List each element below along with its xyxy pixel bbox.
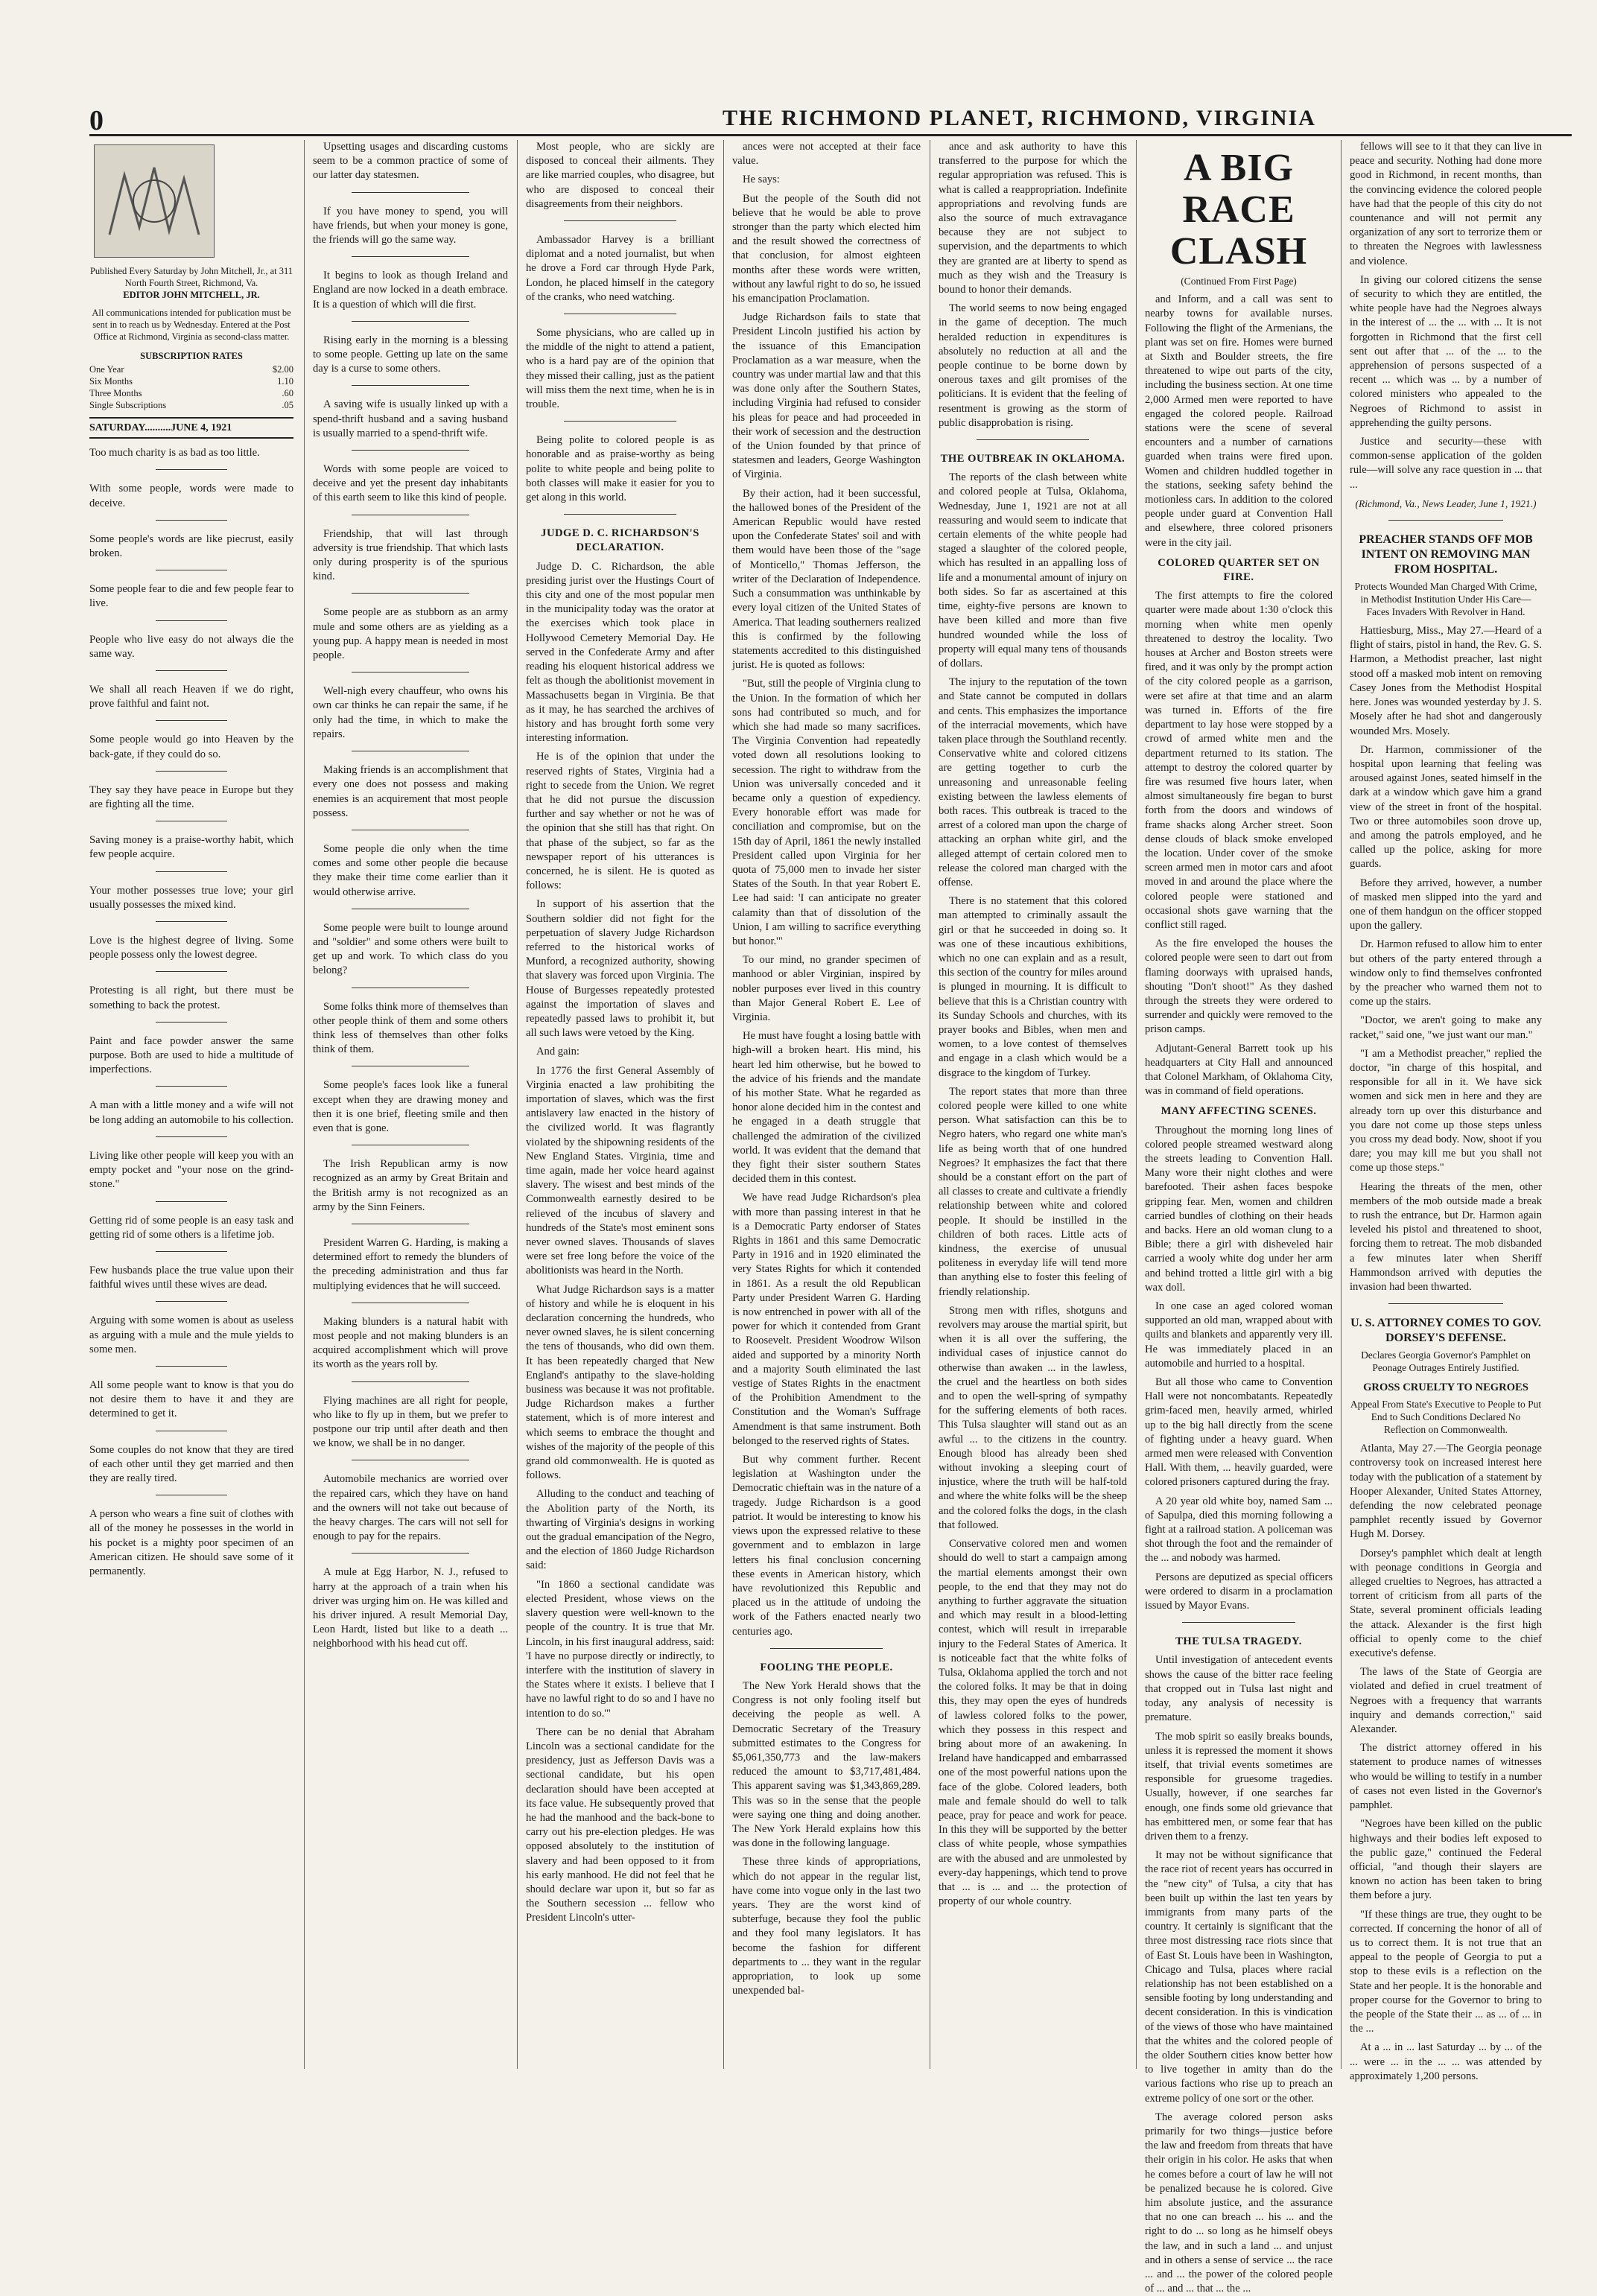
- rate-value: .60: [282, 388, 293, 398]
- article-headline: FOOLING THE PEOPLE.: [760, 1661, 893, 1673]
- editorial-item: Some couples do not know that they are tired of each other until they get married and then they are really tired.: [89, 1443, 293, 1484]
- article-deck: Declares Georgia Governor's Pamphlet on Peonage Outrages Entirely Justified.: [1361, 1349, 1531, 1374]
- article-paragraph: But why comment further. Recent legislation at Washington under the Democratic chieftain was in the nature of a tragedy. Judge Richardson is a good patriot. It would be interesting to know his views upon the expressed relative to these government and to emblazon in large letters his final conclusion concerning these events in American history, which have revolutionized this Republic and placed us in the attitude of undoing the work of the Fathers enacted nearly two centuries ago.: [732, 1454, 921, 1638]
- editorial-item: With some people, words were made to deceive.: [89, 483, 293, 509]
- article-paragraph: The world seems to now being engaged in the game of deception. The much heralded reduction in expenditures is absolutely no reduction at all and the people continue to be borne down by onerous taxes and gilt promises of the politicians. It is evident that the feeling of resentment is growing as the storm of public disapprobation is rising.: [939, 302, 1127, 429]
- article-paragraph: "But, still the people of Virginia clung to the Union. In the formation of which her sons had contributed so much, and for which she had made so many sacrifices. The Virginia Convention had repeatedly voted down all resolutions looking to secession. The right to withdraw from the Union was universally conceded and it became only a question of expediency. Every honorable effort was made for conciliation and compromise, but on the 15th day of April, 1861 the newly installed President called upon Virginia for her quota of 75,000 men to invade her sister States of the South. In that year Robert E. Lee had said: 'I can anticipate no greater calamity than that of dissolution of the Union, I am willing to sacrifice everything but honor.'": [732, 678, 921, 947]
- article-paragraph: Strong men with rifles, shotguns and revolvers may arouse the martial spirit, but when it is all over the suffering, the individual cases of injustice cannot do otherwise than awaken ... in the lawless, the cruel and the heartless on both sides and to open the well-spring of sympathy for the suffering elements of both races. This Tulsa slaughter will stand out as an awful ... to the citizens in the country. Enough blood has already been shed without invoking a sleeping court of injustice, where the truth will be half-told and where the white folks will be the sheep and the colored folks the dogs, in the clash that followed.: [939, 1304, 1127, 1531]
- editorial-item: If you have money to spend, you will have friends, but when your money is gone, the friends will go the same way.: [313, 205, 508, 247]
- editorial-item: Some people would go into Heaven by the back-gate, if they could do so.: [89, 734, 293, 760]
- article-paragraph: Throughout the morning long lines of colored people streamed westward along the streets leading to Convention Hall. Many wore their night clothes and were barefooted. Their ashen faces bespoke gripping fear. Men, women and children carried bundles of clothing on their heads and backs. Here an old woman clung to a Bible; there a girl with disheveled hair carried a wooly white dog under her arm and behind trotted a little girl with a big wax doll.: [1145, 1124, 1333, 1294]
- article-paragraph: But the people of the South did not believe that he would be able to prove stronger than the party which elected him and the result showed the correctness of that conclusion, for almost eighteen months after these words were written, without any lawful right to do so, he issued his emancipation Proclamation.: [732, 192, 921, 305]
- editorial-item: Making blunders is a natural habit with most people and not making blunders is an acquired accomplishment which will prove its worth as the years roll by.: [313, 1315, 508, 1371]
- editorial-item: Upsetting usages and discarding customs seem to be a common practice of some of our latter day statesmen.: [313, 141, 508, 182]
- article-paragraph: Until investigation of antecedent events shows the cause of the bitter race feeling that cropped out in Tulsa last night and today, any analysis of necessity is premature.: [1145, 1654, 1333, 1724]
- editorial-item: Well-nigh every chauffeur, who owns his own car thinks he can repair the same, if he only had the time, in which to make the repairs.: [313, 685, 508, 740]
- article-paragraph: In giving our colored citizens the sense of security to which they are entitled, the white people have had the Negroes always in the interest of ... the ... with ... It is not forgotten in Richmond that the first cell sent out after that ... of the ... to the apprehension of persons suspected of a recent ... which was ... by a number of colored ministers who appealed to the Negroes of Richmond to assist in apprehending the guilty persons.: [1350, 273, 1542, 429]
- column-6: [1145, 140, 1333, 2295]
- article-paragraph: The report states that more than three colored people were killed to one white person. What satisfaction can this be to Negro haters, who regard one white man's life as being worth that of one hundred Negroes? It emphasizes the fact that there should be a constant effort on the part of all classes to create and cultivate a friendly relationship between white and colored people. It should be instilled in the children of both races. Little acts of kindness, the exercise of unusual politeness in everyday life will tend more than anything else to foster this feeling of friendly relationship.: [939, 1085, 1127, 1298]
- editorial-item: Being polite to colored people is as honorable and as praise-worthy as being polite to white people and being polite to both classes will make it easier for you to get along in this world.: [526, 434, 714, 504]
- article-paragraph: Judge Richardson fails to state that President Lincoln justified his action by the issuance of this Emancipation Proclamation as a war measure, when the country was under martial law and that this was done only after the Southern States, including Virginia had refused to consider his pleas for peace and had proceeded in their work of secession and the destruction of the Union founded by that prince of statesmen and leaders, George Washington of Virginia.: [732, 311, 921, 481]
- column-rule: [1136, 140, 1137, 2069]
- rate-label: Single Subscriptions: [89, 400, 167, 410]
- publisher-line: Published Every Saturday by John Mitchell, Jr., at 311 North Fourth Street, Richmond, Va.: [89, 266, 293, 288]
- column-rule: [517, 140, 518, 2069]
- article-paragraph: "Negroes have been killed on the public highways and their bodies left exposed to the public gaze," continued the Federal official, "and though their slayers are known no action has been taken to bring them before a jury.: [1350, 1818, 1542, 1902]
- article-paragraph: fellows will see to it that they can live in peace and security. Nothing had done more good in Richmond, in recent months, than the convincing evidence the colored people have had that the people of this city do not countenance and will not permit any organization of any sort to terrorize them or to threaten the Negroes with lawlessness and violence.: [1350, 141, 1542, 267]
- editorial-item: All some people want to know is that you do not desire them to have it and they are determined to get it.: [89, 1378, 293, 1420]
- rate-label: One Year: [89, 364, 124, 375]
- rates-heading: SUBSCRIPTION RATES: [140, 351, 243, 361]
- column-5: [939, 140, 1127, 2069]
- editorial-item: Love is the highest degree of living. Some people possess only the lowest degree.: [89, 935, 293, 961]
- editorial-item: Flying machines are all right for people, who like to fly up in them, but we prefer to postpone our trip until after death and then we know, we shall be in no danger.: [313, 1394, 508, 1450]
- editorial-item: Some people's words are like piecrust, easily broken.: [89, 532, 293, 560]
- continued-note: (Continued From First Page): [1181, 276, 1297, 287]
- editorial-item: Too much charity is as bad as too little.: [89, 447, 260, 459]
- source-credit: (Richmond, Va., News Leader, June 1, 1921.): [1355, 497, 1537, 509]
- rate-value: .05: [282, 400, 293, 410]
- article-paragraph: There is no statement that this colored man attempted to criminally assault the girl or that he succeeded in doing so. It was one of these incautious exhibitions, which no one can explain and as a result, this section of the country for miles around is plunged in mourning. It is difficult to believe that this is a Christian country with its Sunday Schools and churches, with its prayer books and Bibles, when men and women, to a love contest of themselves and engage in a clash which would be a disgrace to the kingdom of Turkey.: [939, 895, 1127, 1079]
- article-paragraph: A 20 year old white boy, named Sam ... of Sapulpa, died this morning following a fight at a railroad station. A policeman was shot through the foot and the remainder of the ... and nobody was harmed.: [1145, 1495, 1333, 1565]
- editorial-item: Friendship, that will last through adversity is true friendship. That which lasts only during prosperity is of the spurious kind.: [313, 527, 508, 583]
- editorial-item: It begins to look as though Ireland and England are now locked in a death embrace. It is a question of which will die first.: [313, 270, 508, 311]
- editorial-item: Arguing with some women is about as useless as arguing with a mule and the mule yields to some men.: [89, 1314, 293, 1355]
- article-paragraph: He must have fought a losing battle with high-will a broken heart. His mind, his heart led him otherwise, but he bowed to the advice of his friends and the mandate of his mother State. What he regarded as honor alone decided him in the contest and he engaged in a death struggle that challenged the admiration of the civilized world. It was evident that the demand that they fight their sister southern States decided them in this contest.: [732, 1030, 921, 1186]
- article-subhead: MANY AFFECTING SCENES.: [1161, 1105, 1317, 1118]
- editorial-item: Rising early in the morning is a blessing to some people. Getting up late on the same day is a curse to some others.: [313, 334, 508, 375]
- editor-line: EDITOR JOHN MITCHELL, JR.: [123, 290, 260, 300]
- article-paragraph: Persons are deputized as special officers were ordered to disarm in a proclamation issued by Mayor Evans.: [1145, 1571, 1333, 1612]
- article-paragraph: In support of his assertion that the Southern soldier did not fight for the perpetuation of slavery Judge Richardson referred to the historical works of Munford, a recognized authority, showing that slavery was forced upon Virginia. The House of Burgesses repeatedly protested against the importation of slaves and repeatedly passed laws to prohibit it, but all such laws were vetoed by the King.: [526, 898, 714, 1040]
- planet-logo-image: [94, 144, 215, 258]
- article-paragraph: It may not be without significance that the race riot of recent years has occurred in the "new city" of Tulsa, a city that has been built up within the last ten years by immigrants from many parts of the country. It certainly is significant that the three most distressing race riots since that of East St. Louis have been in Washington, Chicago and Tulsa, places where racial relationship has not been established on a sensible footing by long understanding and decent consideration. In this is vindication of the views of those who have maintained that the whites and the colored people of the older Southern cities know better how to live together in amity than do the various factions who rise up to preach an extreme policy of one sort or the other.: [1145, 1849, 1333, 2105]
- column-4: [732, 140, 921, 2069]
- article-paragraph: Judge D. C. Richardson, the able presiding jurist over the Hustings Court of this city and one of the most popular men in the municipality today was the orator at the exercises which took place in Hollywood Cemetery Memorial Day. He served in the Confederate Army and after reading his eloquent historical address we felt as though the abolitionist movement in Massachusetts began in Virginia. Be that as it may, he has searched the archives of history and has brought forth some very interesting information.: [526, 560, 714, 745]
- newspaper-title: THE RICHMOND PLANET, RICHMOND, VIRGINIA: [723, 106, 1316, 130]
- article-paragraph: Hearing the threats of the men, other members of the mob outside made a break to rush the entrance, but Dr. Harmon again leveled his pistol and threatened to shoot, forcing them to retreat. The mob disbanded a few minutes later when Sheriff Hammondson arrived with deputies the invasion had been thwarted.: [1350, 1180, 1542, 1294]
- article-paragraph: The reports of the clash between white and colored people at Tulsa, Oklahoma, Wednesday, June 1, 1921 are not at all reassuring and would seem to indicate that certain elements of the white people had staged a slaughter of the colored people, which has resulted in an appalling loss of life and a monumental amount of injury on both sides. So far as ascertained at this time, eighty-five persons are known to have been killed and more than five hundred wounded while the loss of property will equal many tens of thousands of dollars.: [939, 471, 1127, 670]
- article-paragraph: And gain:: [536, 1046, 580, 1058]
- article-paragraph: As the fire enveloped the houses the colored people were seen to dart out from flaming doorways with upraised hands, shouting "Don't shoot!" As they dashed through the streets they were ordered to surrender and quickly were removed to the prison camps.: [1145, 938, 1333, 1036]
- article-paragraph: He says:: [743, 174, 780, 186]
- editorial-item: Some people were built to lounge around and "soldier" and some others were built to get up and work. To which class do you belong?: [313, 921, 508, 977]
- article-headline: THE TULSA TRAGEDY.: [1175, 1635, 1302, 1648]
- editorial-item: Some people die only when the time comes and some other people die because they make their time come earlier than it would otherwise arrive.: [313, 842, 508, 898]
- editorial-item: They say they have peace in Europe but they are fighting all the time.: [89, 783, 293, 811]
- article-paragraph: In one case an aged colored woman supported an old man, wrapped about with quilts and blankets and apparently very ill. He was immediately placed in an automobile and hurried to a hospital.: [1145, 1300, 1333, 1370]
- editorial-item: Some people fear to die and few people fear to live.: [89, 583, 293, 610]
- rate-label: Three Months: [89, 388, 142, 398]
- article-paragraph: Justice and security—these with common-sense application of the golden rule—will solve any race question in ... that ...: [1350, 436, 1542, 491]
- article-headline: PREACHER STANDS OFF MOB INTENT ON REMOVING MAN FROM HOSPITAL.: [1359, 533, 1533, 576]
- editorial-item: People who live easy do not always die the same way.: [89, 633, 293, 660]
- article-paragraph: In 1776 the first General Assembly of Virginia enacted a law prohibiting the importation of slaves, which was the first antislavery law enacted in the history of the civilized world. It was flagrantly violated by the shipowning residents of the New England States. Virginia, time and time again, made her voice heard against slavery. The wisest and best minds of the Commonwealth earnestly desired to be relieved of the incubus of slavery and hundreds of the State's most eminent sons never owned slaves. Thousands of slaves were set free long before the voice of the abolitionists was heard in the North.: [526, 1064, 714, 1277]
- editorial-item: Paint and face powder answer the same purpose. Both are used to hide a multitude of imperfections.: [89, 1034, 293, 1076]
- article-deck: Appeal From State's Executive to People to Put End to Such Conditions Declared No Reflection on Commonwealth.: [1350, 1399, 1542, 1436]
- rate-value: $2.00: [272, 364, 293, 375]
- article-headline: THE OUTBREAK IN OKLAHOMA.: [940, 453, 1125, 465]
- masthead: [89, 104, 1572, 136]
- editorial-item: The Irish Republican army is now recognized as an army by Great Britain and the British army is not recognized as an army by the Sinn Feiners.: [313, 1158, 508, 1213]
- article-paragraph: At a ... in ... last Saturday ... by ... of the ... were ... in the ... ... was attended by approximately 1,200 persons.: [1350, 2041, 1542, 2082]
- article-paragraph: There can be no denial that Abraham Lincoln was a sectional candidate for the presidency, just as Jefferson Davis was a sectional candidate, but his open declaration should have been accepted at its face value. He subsequently proved that he had the manhood and the back-bone to carry out his pre-election pledges. He was opposed absolutely to the institution of slavery and had been opposed to it from his early manhood. He did not feel that he should declare war upon it, but so far as the Southern secession ... fellow who President Lincoln's utter-: [526, 1726, 714, 1924]
- article-paragraph: "I am a Methodist preacher," replied the doctor, "in charge of this hospital, and responsible for all in it. We have sick women and sick men in here and they are already torn up over this disturbance and you dare not come up those steps unless you cross my dead body. Now, shoot if you dare; you may kill me but you shall not come up those steps.": [1350, 1047, 1542, 1174]
- editorial-item: Automobile mechanics are worried over the repaired cars, which they have on hand and the owners will not take out because of the heavy charges. The cars will not sell for enough to pay for the repairs.: [313, 1473, 508, 1543]
- dateline: SATURDAY..........JUNE 4, 1921: [89, 417, 293, 439]
- article-deck: Protects Wounded Man Charged With Crime, in Methodist Institution Under His Care—Faces Invaders With Revolver in Hand.: [1354, 581, 1537, 618]
- column-rule: [723, 140, 724, 2069]
- article-paragraph: The average colored person asks primarily for two things—justice before the law and freedom from threats that have their origin in his color. He asks that when he comes before a court of law he will not be penalized because he is colored. Give him absolute justice, and the assurance that no one can breach ... his ... and the right to do ... so long as he himself obeys the law, and in such a land ... and unjust and in others a sense of service ... the race ... and ... the power of the colored people of ... and ... that ... the ...: [1145, 2111, 1333, 2295]
- article-paragraph: But all those who came to Convention Hall were not noncombatants. Repeatedly grim-faced men, heavily armed, whirled up to the big hall directly from the scene of fighting under a heavy guard. When armed men were released with Convention Hall. With them, ... heavily guarded, were colored prisoners captured during the fray.: [1145, 1376, 1333, 1489]
- article-paragraph: "In 1860 a sectional candidate was elected President, whose views on the slavery question were well-known to the people of the country. It is true that Mr. Lincoln, in his first inaugural address, said: 'I have no purpose directly or indirectly, to interfere with the institution of slavery in the States where it exists. I believe that I have no lawful right to do so and I have no intention to do so.'": [526, 1578, 714, 1720]
- column-2: [313, 140, 508, 2069]
- article-headline: U. S. ATTORNEY COMES TO GOV. DORSEY'S DEFENSE.: [1350, 1317, 1541, 1345]
- article-paragraph: The New York Herald shows that the Congress is not only fooling itself but deceiving the people as well. A Democratic Secretary of the Treasury submitted estimates to the Congress for $5,061,350,773 and the law-makers reduced the amount to $3,717,481,484. This apparent saving was $1,343,869,289. This was so in the sense that the people were saying one thing and doing another. The New York Herald explains how this was done in the following language.: [732, 1679, 921, 1850]
- article-subhead: GROSS CRUELTY TO NEGROES: [1363, 1381, 1528, 1394]
- column-rule: [1341, 140, 1342, 2069]
- column-7: [1350, 140, 1542, 2082]
- article-paragraph: He is of the opinion that under the reserved rights of States, Virginia had a right to secede from the Union. We regret that he did not pursue the discussion further and say whether or not he was of the opinion that she still has that right. On that phase of the subject, so far as the newspaper report of his utterances is concerned, he is silent. He is quoted as follows:: [526, 751, 714, 892]
- column-3: [526, 140, 714, 2069]
- column-1: [89, 140, 293, 2069]
- article-paragraph: Hattiesburg, Miss., May 27.—Heard of a flight of stairs, pistol in hand, the Rev. G. S. Harmon, a Methodist preacher, last night stood off a masked mob intent on removing Casey Jones from the Methodist Hospital here. Jones was wounded yesterday by J. S. Mosely after he had shot and dangerously wounded Mrs. Mosely.: [1350, 625, 1542, 737]
- article-paragraph: Atlanta, May 27.—The Georgia peonage controversy took on increased interest here today with the publication of a statement by Hooper Alexander, United States Attorney, defending the now celebrated peonage pamphlet recently issued by Governor Hugh M. Dorsey.: [1350, 1443, 1542, 1541]
- editorial-item: Protesting is all right, but there must be something to back the protest.: [89, 985, 293, 1011]
- article-paragraph: ance and ask authority to have this transferred to the purpose for which the regular appropriation was refused. This is what is called a reappropriation. Indefinite appropriations and revolving funds are also the source of much extravagance because they are not subject to supervision, and the departments to which they are granted are at liberty to spend as much as they wish and the Treasury is bound to honor their demands.: [939, 141, 1127, 296]
- editorial-item: Some people are as stubborn as an army mule and some others are as yielding as a young pup. A happy mean is needed in most people.: [313, 606, 508, 662]
- article-paragraph: Dr. Harmon refused to allow him to enter but others of the party entered through a window only to find themselves confronted by the preacher who warned them not to come up the stairs.: [1350, 938, 1542, 1008]
- editorial-item: Saving money is a praise-worthy habit, which few people acquire.: [89, 834, 293, 861]
- article-paragraph: Alluding to the conduct and teaching of the Abolition party of the North, its thwarting of Virginia's designs in working out the gradual emancipation of the Negro, and the election of 1860 Judge Richardson said:: [526, 1488, 714, 1572]
- editorial-item: Getting rid of some people is an easy task and getting rid of some others is a lifetime job.: [89, 1214, 293, 1241]
- editorial-item: A person who wears a fine suit of clothes with all of the money he possesses in the world in his pocket is a mighty poor specimen of an American citizen. He should save some of it permanently.: [89, 1508, 293, 1577]
- article-paragraph: By their action, had it been successful, the hallowed bones of the President of the American Republic would have rested upon the Confederate States' soil and with them would have been those of the "sage of Monticello," Thomas Jefferson, the writer of the Declaration of Independence. Such a consummation was unthinkable by every loyal citizen of the United States of America. That leading southerners realized this is confirmed by the following statements accredited to this distinguished jurist. He is quoted as follows:: [732, 487, 921, 672]
- article-paragraph: Conservative colored men and women should do well to start a campaign among the martial elements amongst their own people, to the end that they may not do anything to further aggravate the situation and which may result in a blood-letting contest, which will result in irreparable injury to the Federal States of America. It is noticeable fact that the white folks of Tulsa, Oklahoma applied the torch and not the colored folks. It may be that in doing this, they may open the eyes of hundreds of lawless colored folks to the power, which they possess in this respect and bring about more of an awakening. In Ireland have handicapped and embarrassed one of the most powerful nations upon the face of the globe. Colored leaders, both male and female should do well to talk peace, pray for peace and work for peace. In this they will be supported by the better class of white people, whose sympathies are with the abused and are unmolested by every-day happenings, which tend to prove that ... is ... and ... the protection of property of our whole country.: [939, 1538, 1127, 1908]
- editorial-item: Some folks think more of themselves than other people think of them and some others think less of themselves than other folks think of them.: [313, 1000, 508, 1056]
- editorial-item: Your mother possesses true love; your girl usually possesses the mixed kind.: [89, 884, 293, 911]
- page-number: 0: [89, 105, 104, 136]
- article-paragraph: Dorsey's pamphlet which dealt at length with peonage conditions in Georgia and alleged cruelties to Negroes, has attracted a torrent of criticism from all parts of the State, several prominent officials leading the attack. Alexander is the first high official to openly come to the chief executive's defense.: [1350, 1547, 1542, 1660]
- rate-value: 1.10: [277, 376, 293, 387]
- editorial-item: Living like other people will keep you with an empty pocket and "your nose on the grind-stone.": [89, 1149, 293, 1191]
- article-paragraph: To our mind, no grander specimen of manhood or abler Virginian, inspired by nobler purposes ever lived in this country than Major General Robert E. Lee of Virginia.: [732, 954, 921, 1023]
- subscription-rates: [89, 350, 293, 411]
- editorial-item: Words with some people are voiced to deceive and yet the present day inhabitants of this earth seem to like this kind of people.: [313, 463, 508, 504]
- article-paragraph: The mob spirit so easily breaks bounds, unless it is repressed the moment it shows itself, that trivial events sometimes are responsible for gruesome tragedies. Usually, however, if one searches far enough, one finds some old grievance that has embittered men, or some fear that has driven them to a frenzy.: [1145, 1730, 1333, 1842]
- article-paragraph: Before they arrived, however, a number of masked men slipped into the yard and one of them handgun on the officer stopped upon the gallery.: [1350, 877, 1542, 932]
- article-paragraph: The injury to the reputation of the town and State cannot be computed in dollars and cents. This emphasizes the importance of the interracial movements, which have taken place through the Southland recently. Conservative white and colored citizens are getting together to curb the unreasoning and unreasonable feeling existing between the lawless elements of both races. This outbreak is traced to the arrest of a colored man upon the charge of attacking an orphan white girl, and the alleged attempt of certain colored men to release the colored man charged with the offense.: [939, 676, 1127, 888]
- editorial-item: Most people, who are sickly are disposed to conceal their ailments. They are like married couples, who disagree, but who are disposed to conceal their disagreements from their neighbors.: [526, 141, 714, 210]
- article-paragraph: These three kinds of appropriations, which do not appear in the regular list, have come into vogue only in the last two years. They are the worst kind of subterfuge, because they fool the public and they fool many legislators. It has become the fashion for different departments to ... they want in the regular appropriation, to look up some unexpended bal-: [732, 1856, 921, 1997]
- editorial-item: Ambassador Harvey is a brilliant diplomat and a noted journalist, but when he drove a Ford car through Hyde Park, London, he placed himself in the category of the cranks, who need watching.: [526, 234, 714, 303]
- column-rule: [304, 140, 305, 2069]
- article-paragraph: Dr. Harmon, commissioner of the hospital upon learning that feeling was aroused against Jones, seated himself in the dark at a window which gave him a grand view of the street in front of the hospital. Two or three automobiles soon drove up, and among the patrols employed, and he called up the police, asking for more guards.: [1350, 743, 1542, 871]
- editorial-item: A saving wife is usually linked up with a spend-thrift husband and a saving husband is usually married to a spend-thrift wife.: [313, 398, 508, 439]
- editorial-item: A mule at Egg Harbor, N. J., refused to harry at the approach of a train when his driver was urging him on. He was killed and his driver injured. A result Memorial Day, Leon Hardt, listed but like to a death ... neighborhood with his head cut off.: [313, 1566, 508, 1650]
- editorial-item: We shall all reach Heaven if we do right, prove faithful and faint not.: [89, 684, 293, 710]
- article-paragraph: The laws of the State of Georgia are violated and defied in cruel treatment of Negroes with a frequency that warrants inquiry and demands correction," said Alexander.: [1350, 1666, 1542, 1736]
- article-paragraph: "If these things are true, they ought to be corrected. If concerning the honor of all of us to correct them. It is not true that an appeal to the people of Georgia to put a stop to these evils is a reflection on the State and her people. It is the honorable and proper course for the Governor to bring to the people of the State their ... as ... of ... in the ...: [1350, 1908, 1542, 2035]
- article-paragraph: Adjutant-General Barrett took up his headquarters at City Hall and announced that Colonel Markham, of Oklahoma City, was in command of field operations.: [1145, 1042, 1333, 1098]
- editorial-list: [89, 446, 293, 1579]
- submission-notice: All communications intended for publication must be sent in to reach us by Wednesday. Entered at the Post Office at Richmond, Virginia as second-class matter.: [92, 308, 291, 342]
- editorial-item: Some people's faces look like a funeral except when they are drawing money and then it is one brief, fleeting smile and then even that is gone.: [313, 1079, 508, 1134]
- article-paragraph: "Doctor, we aren't going to make any racket," said one, "we just want our man.": [1350, 1014, 1542, 1041]
- main-headline: A BIG RACE CLASH: [1169, 147, 1308, 273]
- article-headline: JUDGE D. C. RICHARDSON'S DECLARATION.: [541, 527, 699, 554]
- rate-label: Six Months: [89, 376, 133, 387]
- article-paragraph: What Judge Richardson says is a matter of history and while he is eloquent in his declaration concerning the hundreds, who never owned slaves, he is silent concerning the tens of thousands, who did own them. It has been repeatedly charged that New England's antipathy to the slave-holding business was because it was not profitable. Judge Richardson makes a further statement, which is of more interest and which seems to embrace the thought and wishes of the majority of the people of this grand old commonwealth. He is quoted as follows.: [526, 1283, 714, 1482]
- article-subhead: COLORED QUARTER SET ON FIRE.: [1158, 556, 1320, 584]
- editorial-item: President Warren G. Harding, is making a determined effort to remedy the blunders of the preceding administration and thus far multiplying evidences that he will succeed.: [313, 1236, 508, 1292]
- editorial-item: Making friends is an accomplishment that every one does not possess and making enemies is an acquirement that most people possess.: [313, 764, 508, 819]
- article-paragraph: The district attorney offered in his statement to produce names of witnesses who would be willing to testify in a number of cases not even listed in the Governor's pamphlet.: [1350, 1742, 1542, 1812]
- article-paragraph: We have read Judge Richardson's plea with more than passing interest in that he is a Democratic Party endorser of States Rights in 1861 and this same Democratic Party in 1916 and in 1920 eliminated the very States Rights for which it contended in 1861. As a result the old Republican Party under President Warren G. Harding is now entrenched in power with all of the power for which it contended from Grant to Roosevelt. President Woodrow Wilson aided and supported by a minority North and a majority South eliminated the last vestige of States Rights in the enactment of the Prohibition Amendment to the Constitution and the Woman's Suffrage Amendment is that same instrument. Both belonged to the reserved rights of States.: [732, 1192, 921, 1447]
- article-paragraph: and Inform, and a call was sent to nearby towns for available nurses. Following the flight of the Armenians, the plant was set on fire. Homes were burned at Sixth and Boulder streets, the fire threatened to wipe out parts of the city, including the business section. At one time 2,000 Armed men were reported to have engaged the colored people. Railroad stations were the scene of several encounters and a number of carnations guarded when trains were fired upon. Women and children huddled together in the stations, seeking safety behind the motionless cars. In addition to the colored people under guard at Convention Hall and elsewhere, three colored prisoners were in the city jail.: [1145, 293, 1333, 549]
- article-paragraph: The first attempts to fire the colored quarter were made about 1:30 o'clock this morning when white men openly threatened to destroy the locality. Two houses at Archer and Boston streets were fired, and it was only by the prompt action of the city colored people as a garrison, were set afire at that time and an alarm was turned in. Efforts of the fire department to lay hose were stopped by a crowd of armed white men and the department returned to its station. The attempt to destroy the colored quarter by fire was resumed five hours later, when almost simultaneously fire began to burst forth from the doors and windows of frame shacks along Archer street. Soon dense clouds of black smoke enveloped the location. Under cover of the smoke screen armed men in motor cars and afoot moved in and around the place where the colored people were stationed and occasional shots gave warning that the conflict still raged.: [1145, 590, 1333, 931]
- article-paragraph: ances were not accepted at their face value.: [732, 141, 921, 168]
- editorial-item: Some physicians, who are called up in the middle of the night to attend a patient, who is a hard pay are of the opinion that they missed their calling, just as the patient will miss them the next time, when he is in trouble.: [526, 327, 714, 411]
- editorial-item: Few husbands place the true value upon their faithful wives until these wives are dead.: [89, 1264, 293, 1291]
- editorial-item: A man with a little money and a wife will not be long adding an automobile to his collection.: [89, 1099, 293, 1126]
- logo-drawing: [95, 145, 214, 257]
